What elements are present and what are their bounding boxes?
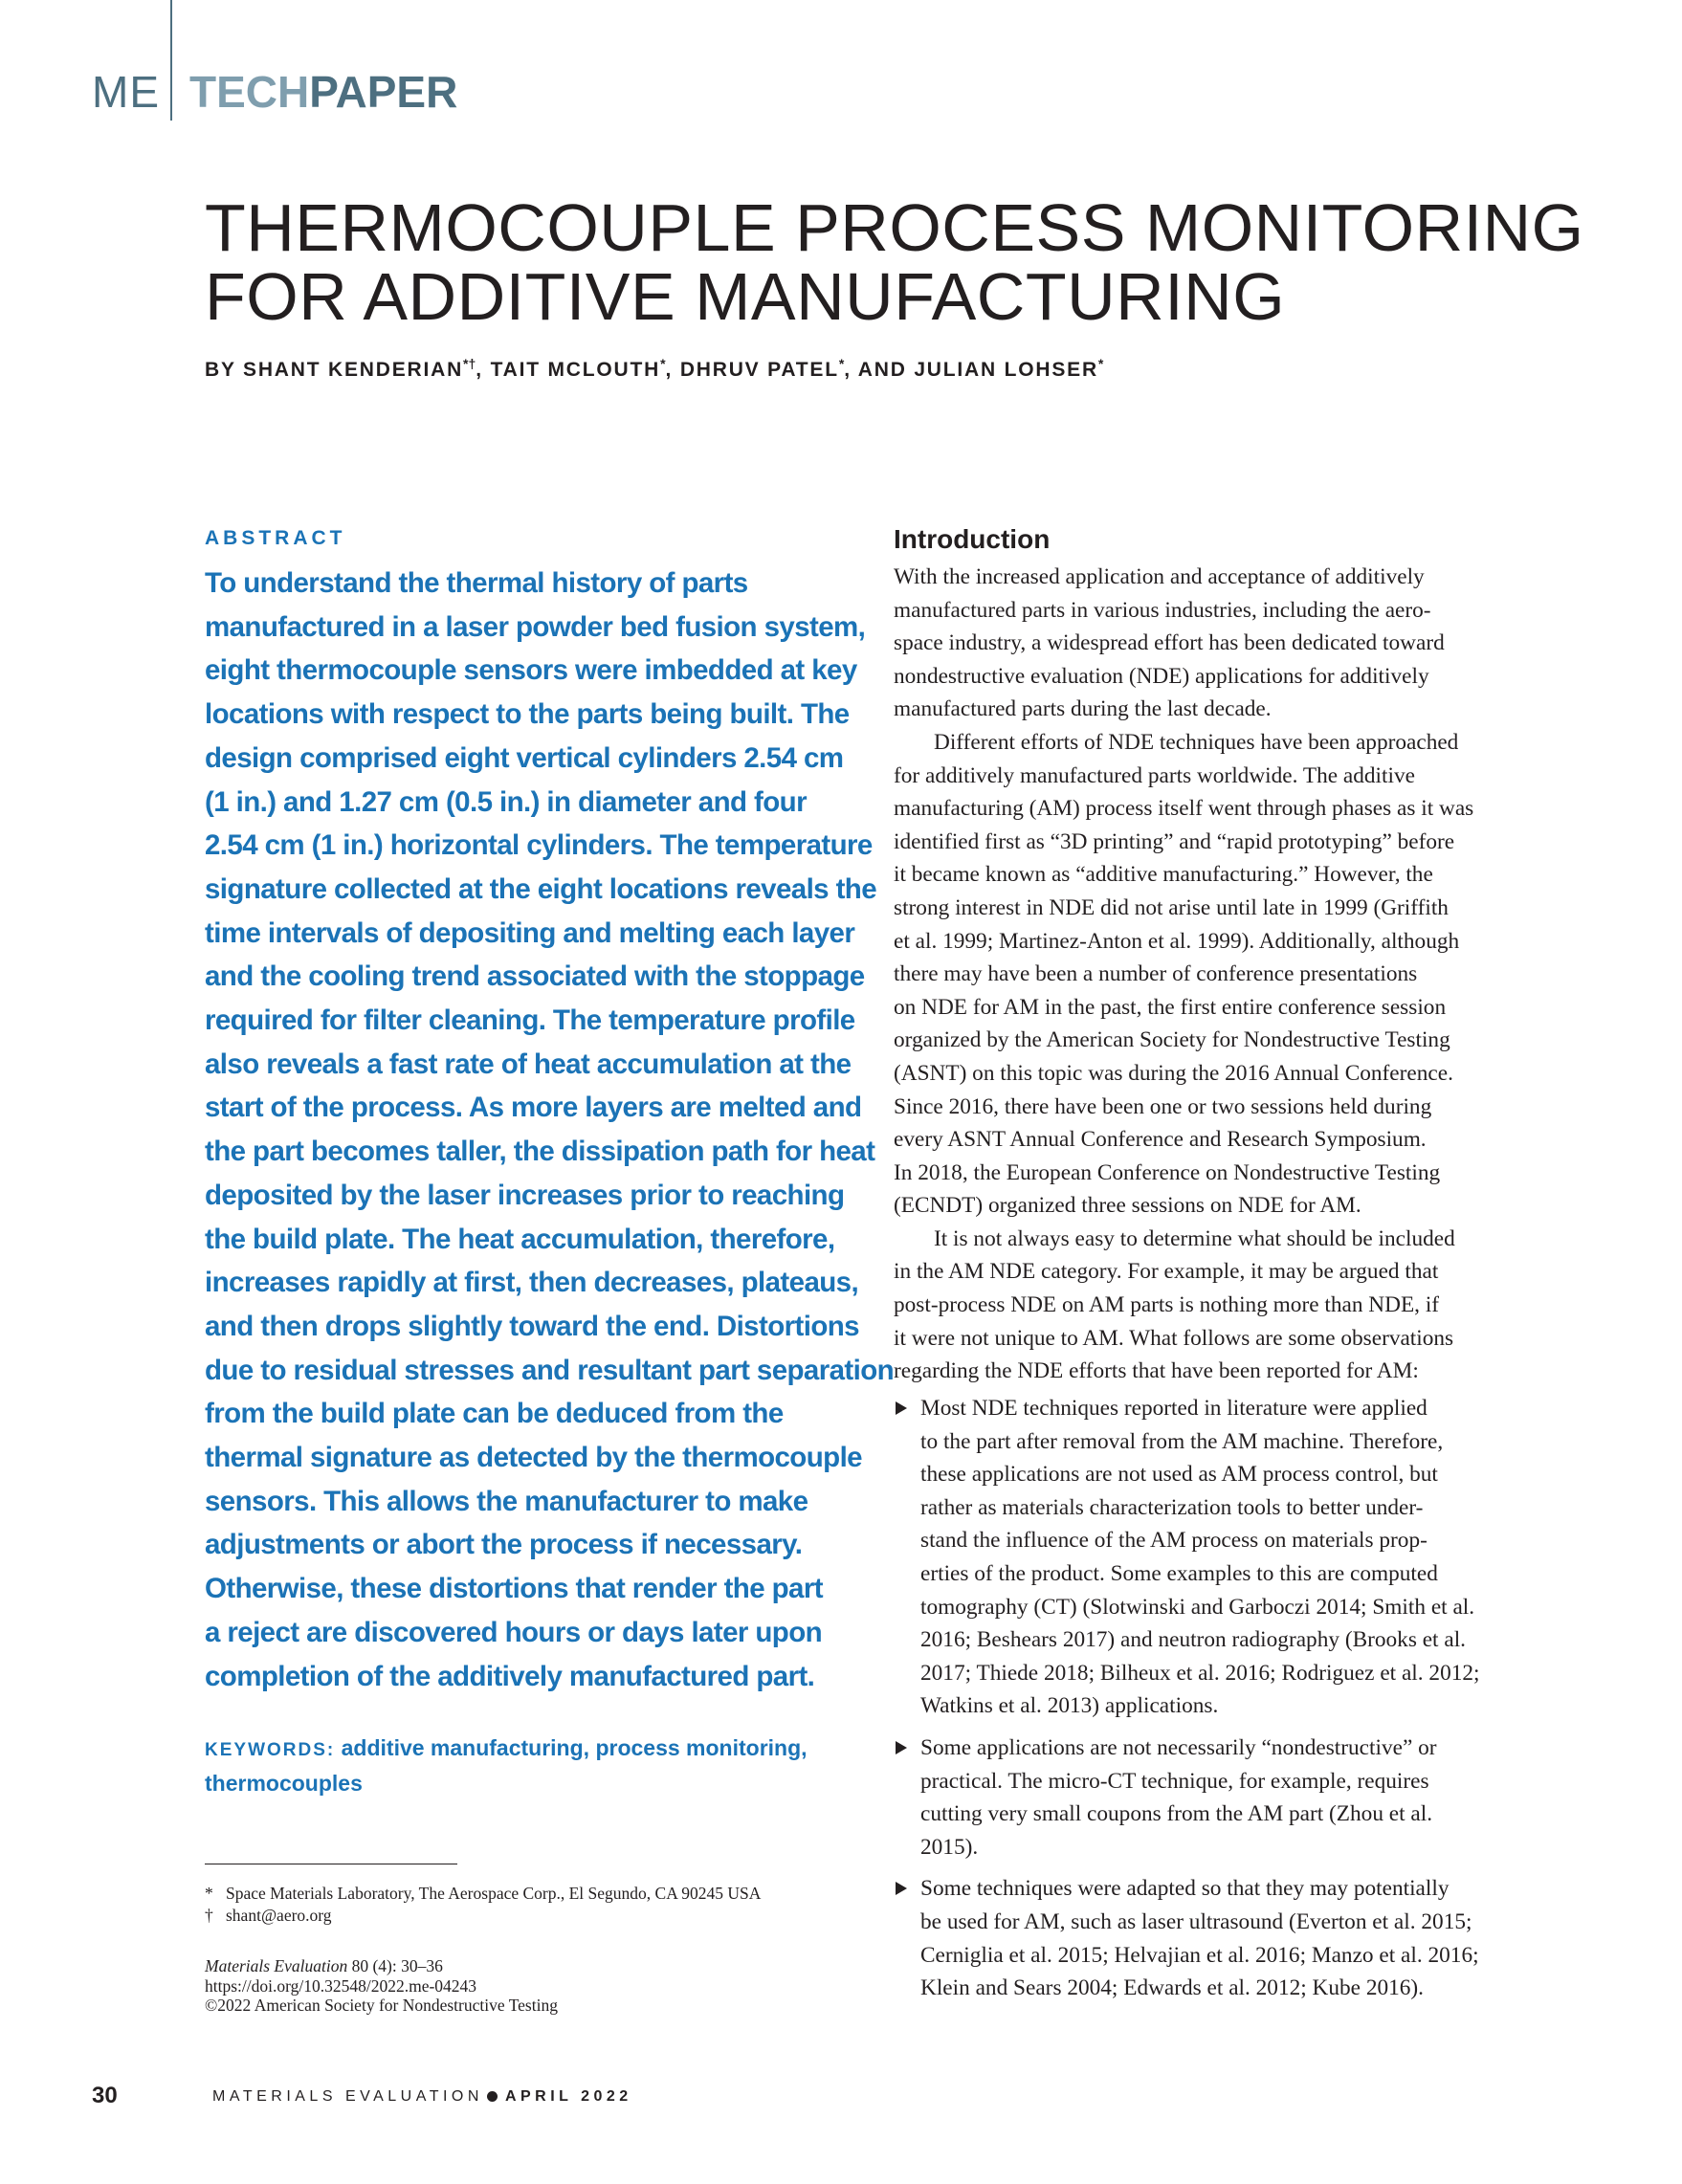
paragraph-line: post-process NDE on AM parts is nothing more than NDE, if — [894, 1292, 1440, 1318]
abstract-line: locations with respect to the parts being built. The — [205, 698, 850, 731]
paragraph-line: nondestructive evaluation (NDE) applications for additively — [894, 663, 1429, 689]
abstract-line: and then drops slightly toward the end. Distortions — [205, 1310, 859, 1342]
paragraph-line: space industry, a widespread effort has been dedicated toward — [894, 630, 1445, 656]
author-name: TAIT MCLOUTH — [490, 359, 661, 381]
abstract-line: required for filter cleaning. The temperature profile — [205, 1004, 855, 1037]
list-item-line: Cerniglia et al. 2015; Helvajian et al. 2016; Manzo et al. 2016; — [920, 1942, 1479, 1968]
list-item-line: be used for AM, such as laser ultrasound (Everton et al. 2015; — [920, 1908, 1472, 1934]
abstract-line: and the cooling trend associated with the stoppage — [205, 960, 865, 993]
paragraph — [894, 561, 1554, 726]
list-item-line: Watkins et al. 2013) applications. — [920, 1693, 1219, 1719]
author-name: DHRUV PATEL — [679, 359, 839, 381]
abstract-heading: ABSTRACT — [205, 527, 346, 549]
abstract-line: due to residual stresses and resultant part separation — [205, 1354, 895, 1386]
abstract-line: start of the process. As more layers are melted and — [205, 1092, 862, 1124]
paragraph-line: et al. 1999; Martinez-Anton et al. 1999). Additionally, although — [894, 928, 1460, 954]
paragraph-line: strong interest in NDE did not arise until late in 1999 (Griffith — [894, 894, 1449, 920]
author-name: JULIAN LOHSER — [914, 359, 1098, 381]
abstract-line: time intervals of depositing and melting each layer — [205, 916, 855, 949]
author-separator: , AND — [844, 359, 915, 381]
introduction-heading: Introduction — [894, 524, 1051, 554]
abstract-line: To understand the thermal history of parts — [205, 567, 748, 599]
title-line: THERMOCOUPLE PROCESS MONITORING — [205, 190, 1584, 265]
paragraph-line: it became known as “additive manufacturing.” However, the — [894, 862, 1433, 888]
triangle-bullet-icon — [896, 1401, 907, 1415]
list-item-line: to the part after removal from the AM machine. Therefore, — [920, 1428, 1444, 1454]
paragraph — [894, 1223, 1554, 1388]
paragraph-line: organized by the American Society for Nondestructive Testing — [894, 1027, 1450, 1053]
title-line: FOR ADDITIVE MANUFACTURING — [205, 259, 1286, 334]
list-item-line: stand the influence of the AM process on materials prop- — [920, 1528, 1427, 1554]
paragraph-line: manufactured parts during the last decade. — [894, 696, 1272, 722]
abstract-line: eight thermocouple sensors were imbedded at key — [205, 654, 857, 687]
citation — [205, 1956, 865, 2016]
observation-list — [894, 1392, 1554, 2014]
citation-journal-line — [205, 1956, 865, 1976]
footnote — [205, 1905, 865, 1927]
byline-prefix: BY — [205, 359, 244, 381]
footer-journal: MATERIALS EVALUATION — [212, 2088, 483, 2105]
footnote — [205, 1883, 865, 1905]
paragraph-line: manufactured parts in various industries, including the aero- — [894, 597, 1431, 623]
keywords-label: KEYWORDS: — [205, 1740, 336, 1760]
paragraph-line: With the increased application and acceptance of additively — [894, 564, 1425, 589]
list-item-line: Klein and Sears 2004; Edwards et al. 2012; Kube 2016). — [920, 1975, 1425, 2001]
list-item-line: 2017; Thiede 2018; Bilheux et al. 2016; Rodriguez et al. 2012; — [920, 1660, 1480, 1686]
footnotes — [205, 1883, 865, 1927]
author-separator: , — [476, 359, 491, 381]
techpaper-label-part2: PAPER — [309, 67, 458, 117]
paragraph-line: on NDE for AM in the past, the first entire conference session — [894, 994, 1447, 1020]
paragraph-line: (ECNDT) organized three sessions on NDE for AM. — [894, 1193, 1361, 1219]
paragraph-line: manufacturing (AM) process itself went through phases as it was — [894, 796, 1474, 822]
footnote-text: shant@aero.org — [226, 1906, 332, 1925]
author-affiliation-mark: *† — [463, 356, 476, 371]
abstract-line: the part becomes taller, the dissipation path for heat — [205, 1136, 875, 1168]
list-item-line: Most NDE techniques reported in literature were applied — [920, 1396, 1427, 1421]
abstract-line: 2.54 cm (1 in.) horizontal cylinders. The temperature — [205, 829, 873, 862]
list-item-line: 2015). — [920, 1834, 979, 1860]
citation-journal: Materials Evaluation — [205, 1956, 348, 1975]
footer-bullet-icon — [487, 2091, 498, 2102]
triangle-bullet-icon — [896, 1882, 907, 1895]
abstract-line: design comprised eight vertical cylinders 2.54 cm — [205, 741, 844, 774]
paragraph-line: it were not unique to AM. What follows are some observations — [894, 1325, 1454, 1351]
list-item — [894, 1392, 1554, 1723]
footnote-mark: * — [205, 1884, 213, 1903]
paragraph-line: Since 2016, there have been one or two sessions held during — [894, 1093, 1432, 1119]
techpaper-label-part1: TECH — [189, 67, 310, 117]
article-title — [205, 190, 1584, 334]
abstract-line: completion of the additively manufactured part. — [205, 1660, 815, 1692]
list-item-line: these applications are not used as AM process control, but — [920, 1462, 1438, 1488]
abstract-line: a reject are discovered hours or days later upon — [205, 1616, 823, 1648]
abstract-line: deposited by the laser increases prior to reaching — [205, 1179, 845, 1211]
paragraph-line: every ASNT Annual Conference and Research Symposium. — [894, 1127, 1427, 1153]
author-affiliation-mark: * — [660, 356, 666, 371]
footer-issue: APRIL 2022 — [504, 2088, 632, 2105]
paragraph-line: for additively manufactured parts worldwide. The additive — [894, 762, 1415, 788]
citation-volume: 80 (4): 30–36 — [351, 1956, 443, 1975]
citation-copyright: ©2022 American Society for Nondestructive Testing — [205, 1996, 558, 2015]
paragraph-line: there may have been a number of conference presentations — [894, 961, 1418, 987]
footnote-mark: † — [205, 1906, 213, 1925]
paragraph-line: It is not always easy to determine what should be included — [934, 1225, 1455, 1251]
paragraph-line: Different efforts of NDE techniques have been approached — [934, 729, 1459, 755]
list-item-line: 2016; Beshears 2017) and neutron radiography (Brooks et al. — [920, 1627, 1466, 1653]
abstract-line: sensors. This allows the manufacturer to make — [205, 1485, 808, 1517]
paragraph-line: regarding the NDE efforts that have been reported for AM: — [894, 1358, 1419, 1384]
abstract-line: increases rapidly at first, then decreases, plateaus, — [205, 1267, 859, 1299]
list-item-line: Some techniques were adapted so that they may potentially — [920, 1876, 1450, 1902]
header-divider — [170, 0, 172, 121]
list-item-line: erties of the product. Some examples to this are computed — [920, 1560, 1438, 1586]
author-affiliation-mark: * — [1097, 356, 1104, 371]
abstract-line: thermal signature as detected by the thermocouple — [205, 1442, 862, 1474]
citation-doi[interactable]: https://doi.org/10.32548/2022.me-04243 — [205, 1975, 477, 1996]
keywords — [205, 1732, 865, 1799]
author-separator: , — [665, 359, 680, 381]
list-item-line: practical. The micro-CT technique, for example, requires — [920, 1768, 1429, 1794]
list-item-line: cutting very small coupons from the AM part (Zhou et al. — [920, 1801, 1433, 1827]
list-item — [894, 1732, 1554, 1864]
byline — [205, 356, 1103, 382]
abstract-body — [205, 562, 895, 1698]
introduction-body — [894, 561, 1554, 1388]
footnote-text: Space Materials Laboratory, The Aerospace Corp., El Segundo, CA 90245 USA — [226, 1884, 762, 1903]
paragraph-line: in the AM NDE category. For example, it may be argued that — [894, 1259, 1439, 1285]
abstract-line: (1 in.) and 1.27 cm (0.5 in.) in diameter and four — [205, 785, 807, 818]
paragraph — [894, 726, 1554, 1223]
author-affiliation-mark: * — [838, 356, 845, 371]
abstract-line: signature collected at the eight locations reveals the — [205, 872, 877, 905]
running-footer — [212, 2088, 632, 2106]
author-name: SHANT KENDERIAN — [243, 359, 464, 381]
abstract-line: manufactured in a laser powder bed fusion system, — [205, 610, 866, 643]
list-item — [894, 1872, 1554, 2004]
abstract-line: adjustments or abort the process if necessary. — [205, 1529, 803, 1561]
abstract-line: the build plate. The heat accumulation, therefore, — [205, 1223, 835, 1255]
abstract-line: also reveals a fast rate of heat accumulation at the — [205, 1048, 852, 1080]
keywords-text: additive manufacturing, process monitoring, thermocouples — [205, 1735, 808, 1796]
paragraph-line: (ASNT) on this topic was during the 2016 Annual Conference. — [894, 1060, 1453, 1086]
techpaper-label — [189, 65, 457, 119]
paragraph-line: In 2018, the European Conference on Nondestructive Testing — [894, 1159, 1441, 1185]
list-item-line: Some applications are not necessarily “nondestructive” or — [920, 1734, 1437, 1760]
section-label: ME — [92, 67, 160, 117]
paragraph-line: identified first as “3D printing” and “rapid prototyping” before — [894, 828, 1455, 854]
triangle-bullet-icon — [896, 1741, 907, 1754]
list-item-line: tomography (CT) (Slotwinski and Garboczi 2014; Smith et al. — [920, 1594, 1475, 1620]
abstract-line: Otherwise, these distortions that render the part — [205, 1573, 823, 1605]
page-number: 30 — [92, 2083, 118, 2108]
abstract-line: from the build plate can be deduced from the — [205, 1398, 784, 1430]
list-item-line: rather as materials characterization tools to better under- — [920, 1494, 1424, 1520]
